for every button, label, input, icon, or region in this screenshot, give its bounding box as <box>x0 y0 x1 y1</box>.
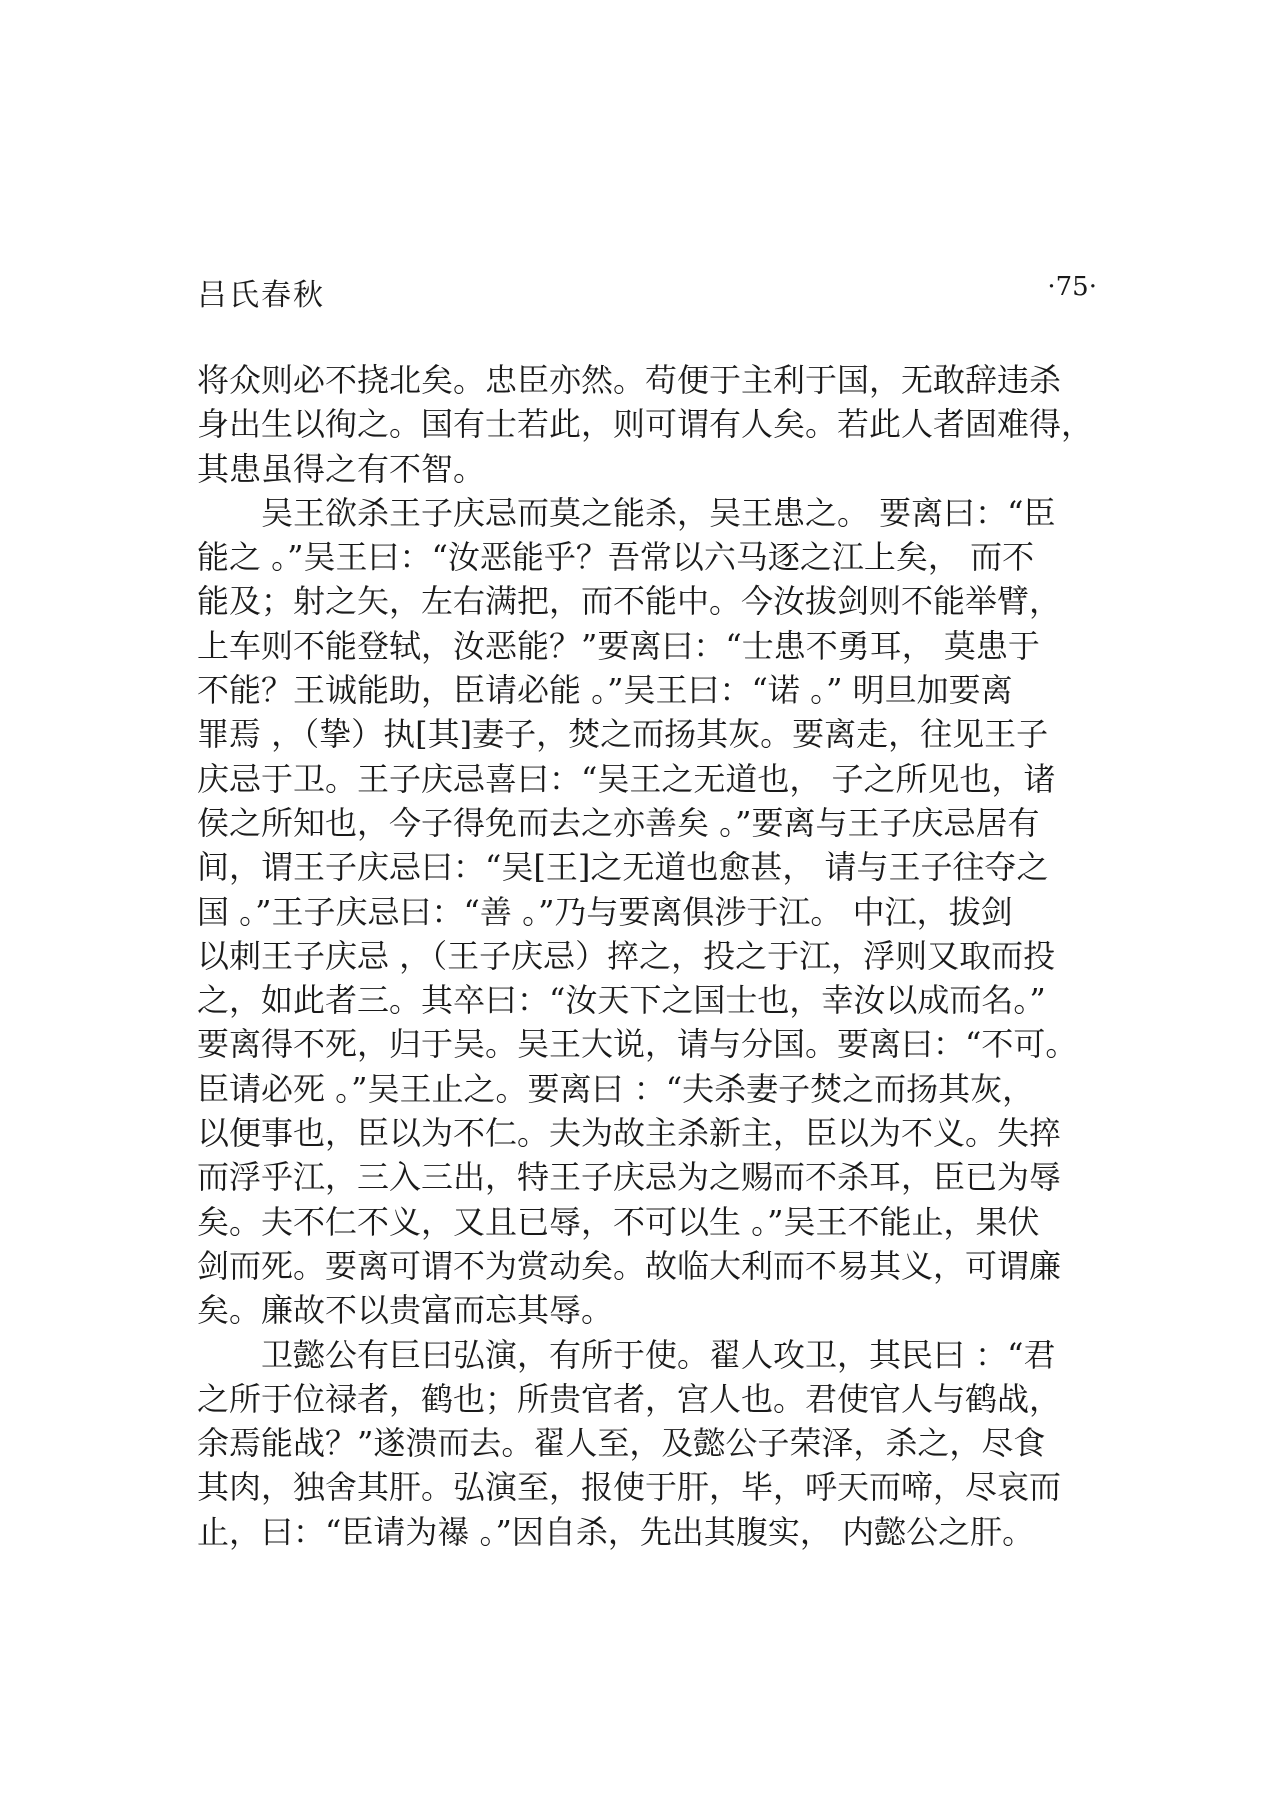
text-line: 要离得不死，归于吴。吴王大说，请与分国。要离曰：“不可。 <box>197 1025 1078 1064</box>
text-line: 矣。廉故不以贵富而忘其辱。 <box>197 1291 614 1330</box>
text-line: 以便事也，臣以为不仁。夫为故主杀新主，臣以为不义。失捽 <box>197 1114 1062 1153</box>
text-line: 其患虽得之有不智。 <box>197 449 486 488</box>
text-line: 矣。夫不仁不义，又且已辱，不可以生 。”吴王不能止，果伏 <box>197 1202 1040 1241</box>
text-line: 能及；射之矢，左右满把，而不能中。今汝拔剑则不能举臂， <box>197 582 1062 621</box>
book-title: 吕氏春秋 <box>197 278 325 313</box>
text-line: 之，如此者三。其卒曰：“汝天下之国士也，幸汝以成而名。” <box>197 981 1046 1020</box>
text-line: 罪焉 ，（挚）执[其]妻子，焚之而扬其灰。要离走，往见王子 <box>197 715 1049 754</box>
text-line: 止，曰：“臣请为襮 。”因自杀，先出其腹实， 内懿公之肝。 <box>197 1512 1035 1551</box>
text-line: 庆忌于卫。王子庆忌喜曰：“吴王之无道也， 子之所见也，诸 <box>197 759 1056 798</box>
text-line: 剑而死。要离可谓不为赏动矣。故临大利而不易其义，可谓廉 <box>197 1246 1062 1285</box>
text-line: 上车则不能登轼，汝恶能？”要离曰：“士患不勇耳， 莫患于 <box>197 626 1040 665</box>
text-line: 之所于位禄者，鹤也；所贵官者，宫人也。君使官人与鹤战， <box>197 1379 1062 1418</box>
text-line: 余焉能战？”遂溃而去。翟人至，及懿公子荣泽，杀之，尽食 <box>197 1424 1046 1463</box>
text-line: 间，谓王子庆忌曰：“吴[王]之无道也愈甚， 请与王子往夺之 <box>197 848 1049 887</box>
text-line: 身出生以徇之。国有士若此，则可谓有人矣。若此人者固难得， <box>197 405 1094 444</box>
text-line: 而浮乎江，三入三出，特王子庆忌为之赐而不杀耳，臣已为辱 <box>197 1158 1062 1197</box>
text-line: 卫懿公有巨曰弘演，有所于使。翟人攻卫，其民曰 ：“君 <box>261 1335 1056 1374</box>
page-number: ·75· <box>1047 272 1097 302</box>
text-line: 以刺王子庆忌 ，（王子庆忌）捽之，投之于江，浮则又取而投 <box>197 936 1056 975</box>
text-line: 能之 。”吴王曰：“汝恶能乎？吾常以六马逐之江上矣， 而不 <box>197 538 1035 577</box>
text-line: 侯之所知也，今子得免而去之亦善矣 。”要离与王子庆忌居有 <box>197 803 1040 842</box>
text-line: 吴王欲杀王子庆忌而莫之能杀，吴王患之。 要离曰：“臣 <box>261 493 1056 532</box>
text-line: 国 。”王子庆忌曰：“善 。”乃与要离俱涉于江。 中江，拔剑 <box>197 892 1013 931</box>
text-line: 臣请必死 。”吴王止之。要离曰 ：“夫杀妻子焚之而扬其灰， <box>197 1069 1035 1108</box>
body-text <box>197 358 1097 1554</box>
running-head <box>197 270 1097 320</box>
text-line: 不能？王诚能助，臣请必能 。”吴王曰：“诺 。” 明旦加要离 <box>197 671 1013 710</box>
text-line: 其肉，独舍其肝。弘演至，报使于肝，毕，呼天而啼，尽哀而 <box>197 1468 1062 1507</box>
text-line: 将众则必不挠北矣。忠臣亦然。苟便于主利于国，无敢辞违杀 <box>197 361 1062 399</box>
